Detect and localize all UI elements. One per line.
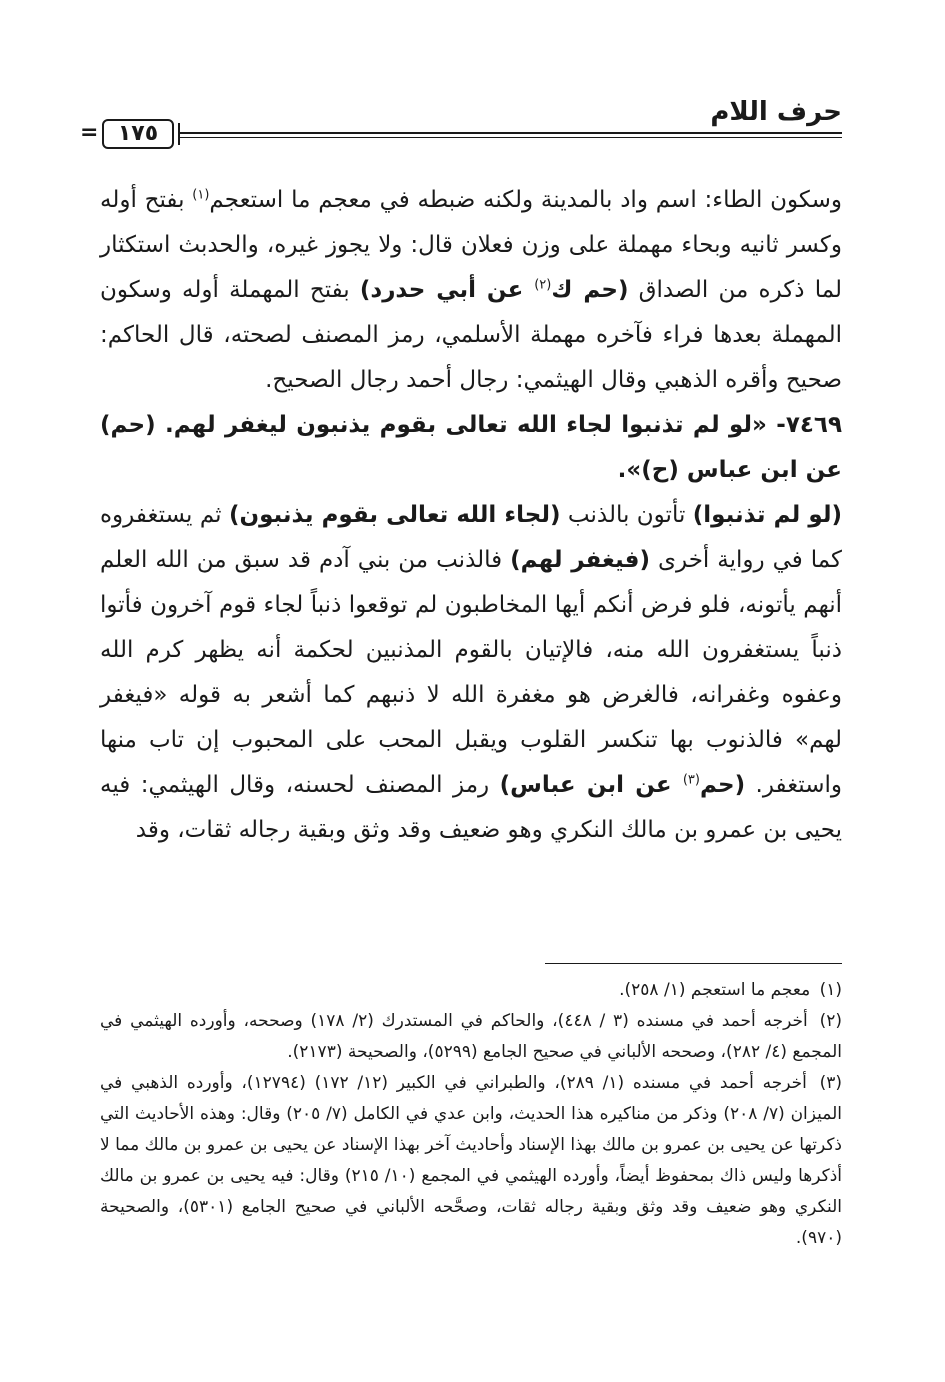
footnote-separator — [545, 963, 842, 964]
text-run: رمز المصنف لحسنه، وقال الهيثمي: فيه يحيى بن عمرو بن مالك النكري وهو ضعيف وقد وثق وبقية رجاله ثقات، وقد — [100, 772, 842, 843]
text-run: ثم يستغفروه كما في رواية أخرى — [100, 502, 842, 573]
footnote-2 — [100, 1006, 842, 1068]
footnote-ref-2[interactable]: (٢) — [534, 277, 552, 293]
hadith-text: «لو لم تذنبوا لجاء الله تعالى بقوم يذنبون ليغفر لهم. (حم) عن ابن عباس (ح)». — [100, 412, 842, 483]
footnote-number: (٣) — [819, 1073, 842, 1093]
source-citation: (حم — [699, 772, 746, 798]
source-citation: عن ابن عباس) — [499, 772, 683, 798]
main-text — [100, 178, 842, 853]
header-rule — [180, 132, 842, 134]
footnote-1 — [100, 975, 842, 1006]
text-run: تأتون بالذنب — [560, 502, 693, 528]
footnote-text: أخرجه أحمد في مسنده (١/ ٢٨٩)، والطبراني في الكبير (١٢/ ١٧٢) (١٢٧٩٤)، وأورده الذهبي في الميزان (٧/ ٢٠٨) وذكر من مناكيره هذا الحديث، وابن عدي في الكامل (٧/ ٢٠٥) وقال: وهذه الأحاديث التي ذكرتها عن يحيى بن عمرو بن مالك بهذا الإسناد وأحاديث آخر بهذا الإسناد عن يحيى بن عمرو بن مالك مما لا أذكرها وليس ذاك بمحفوظ أيضاً، وأورده الهيثمي في المجمع (١٠/ ٢١٥) وقال: فيه يحيى بن عمرو بن مالك النكري وهو ضعيف وقد وثق وبقية رجاله ثقات، وصحَّحه الألباني في صحيح الجامع (٥٣٠١)، والصحيحة (٩٧٠). — [100, 1073, 843, 1248]
commentary-paragraph-2 — [100, 493, 842, 853]
header-end-mark: = — [80, 120, 99, 145]
footnote-3 — [100, 1068, 842, 1254]
quoted-phrase: (لو لم تذنبوا) — [692, 502, 842, 528]
footnotes — [100, 975, 842, 1254]
page-number: ١٧٥ — [102, 119, 174, 149]
quoted-phrase: (فيغفر لهم) — [510, 547, 651, 573]
hadith-entry — [100, 403, 842, 493]
source-citation: عن أبي حدرد) — [359, 277, 535, 303]
footnote-number: (٢) — [819, 1011, 842, 1031]
text-run: بفتح أوله وكسر ثانيه وبحاء مهملة على وزن فعلان قال: ولا يجوز غيره، والحدبث استكثار لما ذكره من الصداق — [100, 187, 842, 303]
footnote-text: معجم ما استعجم (١/ ٢٥٨). — [619, 980, 811, 1000]
footnote-ref-3[interactable]: (٣) — [682, 772, 700, 788]
footnote-ref-1[interactable]: (١) — [192, 187, 210, 203]
commentary-paragraph-1 — [100, 178, 842, 403]
running-header — [80, 95, 842, 155]
chapter-title: حرف اللام — [710, 97, 842, 127]
text-run: فالذنب من بني آدم قد سبق من الله العلم أنهم يأتونه، فلو فرض أنكم أيها المخاطبون لم توقعوا ذنباً لجاء قوم آخرون فأتوا ذنباً يستغفرون الله منه، فالإتيان بالقوم المذنبين لحكمة أنه يظهر كرم الله وعفوه وغفرانه، فالغرض هو مغفرة الله لا ذنبهم كما أشعر به قوله «فيغفر لهم» فالذنوب بها تنكسر القلوب ويقبل المحب على المحبوب إن تاب منها واستغفر. — [100, 547, 843, 798]
text-run: بفتح المهملة أوله وسكون المهملة بعدها فراء فآخره مهملة الأسلمي، رمز المصنف لصحته، قال الحاكم: صحيح وأقره الذهبي وقال الهيثمي: رجال أحمد رجال الصحيح. — [100, 277, 842, 393]
header-rule-thin — [180, 137, 842, 138]
text-run: وسكون الطاء: اسم واد بالمدينة ولكنه ضبطه في معجم ما استعجم — [209, 187, 843, 213]
footnote-number: (١) — [819, 980, 842, 1000]
footnote-text: أخرجه أحمد في مسنده (٣ / ٤٤٨)، والحاكم في المستدرك (٢/ ١٧٨) وصححه، وأورده الهيثمي في المجمع (٤/ ٢٨٢)، وصححه الألباني في صحيح الجامع (٥٢٩٩)، والصحيحة (٢١٧٣). — [100, 1011, 842, 1062]
hadith-number: ٧٤٦٩- — [766, 412, 842, 438]
quoted-phrase: (لجاء الله تعالى بقوم يذنبون) — [228, 502, 561, 528]
source-citation: (حم ك — [551, 277, 629, 303]
